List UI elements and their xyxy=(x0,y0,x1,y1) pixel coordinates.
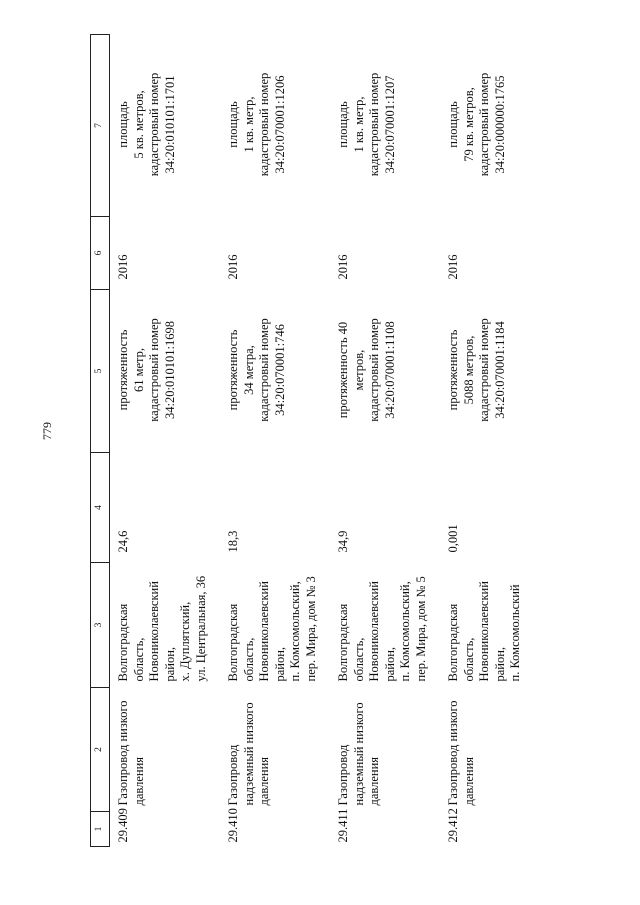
object-area-cell xyxy=(110,35,221,217)
object-characteristic-line: 34:20:070001:1108 xyxy=(382,321,397,419)
object-area-line: кадастровый номер xyxy=(367,72,381,177)
object-characteristic-line: протяженность 40 xyxy=(336,321,350,419)
object-area-line: площадь xyxy=(446,101,460,148)
object-area-line: 1 кв. метр, xyxy=(241,96,256,153)
row-number-cell: 29.412 xyxy=(446,808,460,843)
object-area-line: кадастровый номер xyxy=(147,72,161,177)
table-body xyxy=(110,35,551,847)
object-address-line: область, xyxy=(131,637,146,682)
object-characteristic-line: 5088 метров, xyxy=(461,335,476,405)
object-characteristic-line: кадастровый номер xyxy=(147,318,161,422)
object-characteristic-cell xyxy=(110,290,221,453)
object-name-line: надземный низкого xyxy=(241,702,256,806)
object-area-line: 5 кв. метров, xyxy=(131,90,146,159)
object-characteristic-line: кадастровый номер xyxy=(477,318,491,422)
object-name-line: надземный низкого xyxy=(351,702,366,806)
column-header: 5 xyxy=(91,290,110,453)
object-address-cell xyxy=(440,563,550,688)
object-address-line: Волгоградская xyxy=(336,603,350,682)
column-header: 6 xyxy=(91,217,110,290)
register-table xyxy=(90,34,550,847)
object-characteristic-line: метров, xyxy=(351,349,366,391)
object-characteristic-line: 34 метра, xyxy=(241,345,256,395)
object-value-cell: 0,001 xyxy=(446,524,460,553)
object-name-line: давления xyxy=(461,756,476,806)
object-address-line: район, xyxy=(272,646,287,682)
object-year-cell: 2016 xyxy=(116,254,130,280)
object-area-cell xyxy=(440,35,550,217)
object-value-cell: 18,3 xyxy=(226,530,240,553)
row-number-cell: 29.411 xyxy=(336,808,350,843)
object-name-line: Газопровод низкого xyxy=(116,700,130,806)
object-address-line: Новониколаевский xyxy=(147,581,161,682)
object-area-line: 34:20:070001:1207 xyxy=(382,75,397,174)
object-address-line: Волгоградская xyxy=(446,603,460,682)
object-characteristic-line: протяженность xyxy=(226,329,240,411)
object-area-line: площадь xyxy=(116,101,130,148)
object-address-line: область, xyxy=(461,637,476,682)
column-header: 1 xyxy=(91,812,110,847)
object-address-line: Новониколаевский xyxy=(477,581,491,682)
object-name-line: давления xyxy=(257,756,271,806)
object-address-line: пер. Мира, дом № 3 xyxy=(303,576,318,682)
object-address-line: район, xyxy=(492,646,507,682)
object-characteristic-line: кадастровый номер xyxy=(367,318,381,422)
column-header: 7 xyxy=(91,35,110,217)
object-area-cell xyxy=(330,35,440,217)
table-row xyxy=(440,35,550,847)
object-address-line: х. Дуплятский, xyxy=(178,601,192,682)
object-address-line: область, xyxy=(351,637,366,682)
object-address-line: Волгоградская xyxy=(116,603,130,682)
object-name-cell xyxy=(220,688,330,812)
column-header: 3 xyxy=(91,563,110,688)
page-number: 779 xyxy=(40,422,54,440)
object-name-line: Газопровод xyxy=(336,744,350,806)
object-characteristic-line: протяженность xyxy=(116,329,130,411)
object-characteristic-line: 61 метр, xyxy=(131,347,146,393)
object-area-line: 34:20:000000:1765 xyxy=(492,75,507,174)
object-area-line: кадастровый номер xyxy=(477,72,491,177)
object-year-cell: 2016 xyxy=(226,254,240,280)
object-name-cell xyxy=(110,688,221,812)
table-row xyxy=(220,35,330,847)
object-name-cell xyxy=(330,688,440,812)
table-row xyxy=(110,35,221,847)
object-area-line: площадь xyxy=(226,101,240,148)
row-number-cell: 29.410 xyxy=(226,808,240,843)
object-area-line: площадь xyxy=(336,101,350,148)
object-area-line: 1 кв. метр, xyxy=(351,96,366,153)
object-characteristic-line: 34:20:070001:1184 xyxy=(492,321,507,419)
object-address-line: Новониколаевский xyxy=(257,581,271,682)
object-area-cell xyxy=(220,35,330,217)
object-characteristic-line: кадастровый номер xyxy=(257,318,271,422)
object-address-line: п. Комсомольский, xyxy=(288,581,302,682)
object-address-line: пер. Мира, дом № 5 xyxy=(413,576,428,682)
object-year-cell: 2016 xyxy=(446,254,460,280)
object-address-cell xyxy=(220,563,330,688)
object-address-line: район, xyxy=(162,646,177,682)
column-number-row xyxy=(91,35,110,847)
object-value-cell: 34,9 xyxy=(336,530,350,553)
object-characteristic-cell xyxy=(440,290,550,453)
object-area-line: 34:20:070001:1206 xyxy=(272,75,287,174)
object-address-cell xyxy=(330,563,440,688)
table-row xyxy=(330,35,440,847)
row-number-cell: 29.409 xyxy=(116,808,130,843)
object-address-line: ул. Центральная, 36 xyxy=(193,575,208,682)
object-address-line: п. Комсомольский xyxy=(508,584,522,682)
object-address-line: область, xyxy=(241,637,256,682)
object-name-line: давления xyxy=(131,756,146,806)
column-header: 4 xyxy=(91,453,110,563)
object-name-line: давления xyxy=(367,756,381,806)
object-address-line: район, xyxy=(382,646,397,682)
object-name-line: Газопровод низкого xyxy=(446,700,460,806)
object-characteristic-line: протяженность xyxy=(446,329,460,411)
object-area-line: кадастровый номер xyxy=(257,72,271,177)
object-address-line: Волгоградская xyxy=(226,603,240,682)
object-area-line: 79 кв. метров, xyxy=(461,87,476,162)
column-header: 2 xyxy=(91,688,110,812)
object-address-cell xyxy=(110,563,221,688)
object-address-line: Новониколаевский xyxy=(367,581,381,682)
object-area-line: 34:20:010101:1701 xyxy=(162,75,177,174)
object-characteristic-line: 34:20:010101:1698 xyxy=(162,321,177,419)
object-address-line: п. Комсомольский, xyxy=(398,581,412,682)
object-characteristic-cell xyxy=(330,290,440,453)
object-value-cell: 24,6 xyxy=(116,530,130,553)
object-characteristic-line: 34:20:070001:746 xyxy=(272,324,287,416)
object-name-cell xyxy=(440,688,550,812)
object-characteristic-cell xyxy=(220,290,330,453)
object-year-cell: 2016 xyxy=(336,254,350,280)
object-name-line: Газопровод xyxy=(226,744,240,806)
